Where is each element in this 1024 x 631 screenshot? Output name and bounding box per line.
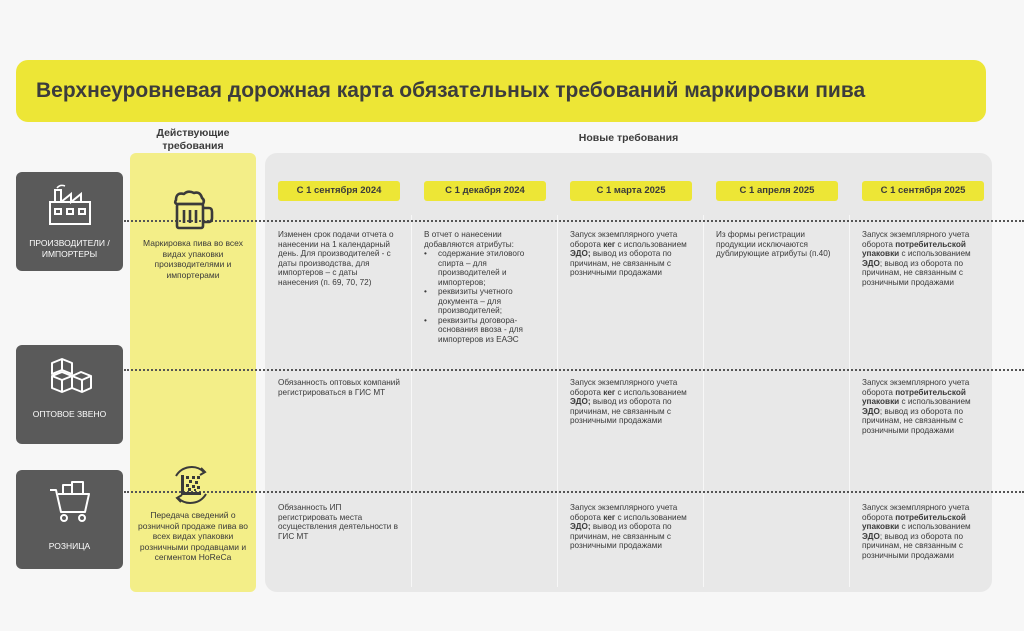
keg-text-1: Запуск экземплярного учета оборота [570,378,678,397]
column-divider [411,215,412,587]
keg-text-3: вывод из оборота по причинам, не связанным с розничными продажами [570,522,672,550]
keg-text-2: с использованием [615,512,687,522]
keg-text-3: вывод из оборота по причинам, не связанным с розничными продажами [570,397,672,425]
keg-bold-1: кег [603,387,616,397]
consumer-text-2: с использованием [899,397,971,406]
keg-text-1: Запуск экземплярного учета оборота [570,230,678,249]
cell-wholesale-sep2025 [862,378,984,435]
factory-icon [47,182,93,228]
consumer-text-2: с использованием [899,522,971,531]
current-producers-text: Маркировка пива во всех видах упаковки производителями и импортерами [143,238,243,280]
attribute-list [424,249,548,344]
column-divider [849,215,850,587]
category-retail [16,470,123,569]
cell-producers-apr2025: Из формы регистрации продукции исключаются дублирующие атрибуты (п.40) [716,230,831,258]
cell-wholesale-sep2024: Обязанность оптовых компаний регистрироваться в ГИС МТ [278,378,400,397]
date-sep-2025: С 1 сентября 2025 [862,181,984,201]
consumer-text-3: ; вывод из оборота по причинам, не связанным с розничными продажами [862,531,964,560]
consumer-text-2: с использованием [899,249,971,258]
keg-bold-2: ЭДО; [570,397,591,406]
category-wholesale [16,345,123,444]
cell-producers-dec2024 [424,230,548,344]
row-line-wholesale [124,369,1024,371]
keg-text-1: Запуск экземплярного учета оборота [570,503,678,522]
column-divider [557,215,558,587]
consumer-text-1: Запуск экземплярного учета оборота [862,230,970,249]
title-banner [16,60,986,122]
consumer-bold-1: потребительской упаковки [862,512,966,531]
consumer-bold-2: ЭДО [862,258,880,268]
consumer-text-1: Запуск экземплярного учета оборота [862,503,970,522]
consumer-bold-2: ЭДО [862,531,880,541]
consumer-bold-1: потребительской упаковки [862,239,966,258]
beer-mug-icon [170,190,216,230]
cell-producers-mar2025 [570,230,692,278]
boxes-icon [47,355,93,401]
consumer-text-1: Запуск экземплярного учета оборота [862,378,970,397]
row-line-producers [124,220,1024,222]
shopping-cart-icon [47,480,93,526]
category-producers [16,172,123,271]
keg-text-3: вывод из оборота по причинам, не связанным с розничными продажами [570,249,672,277]
keg-bold-2: ЭДО; [570,249,591,258]
category-producers-label: ПРОИЗВОДИТЕЛИ / ИМПОРТЕРЫ [29,238,110,259]
cell-retail-sep2024: Обязанность ИП регистрировать места осуществления деятельности в ГИС МТ [278,503,398,541]
consumer-bold-2: ЭДО [862,406,880,416]
date-mar-2025: С 1 марта 2025 [570,181,692,201]
cell-producers-sep2024: Изменен срок подачи отчета о нанесении на 1 календарный день. Для производителей - с даты производства, для импортеров – с даты нанесения (п. 69, 70, 72) [278,230,394,287]
cell-retail-sep2025 [862,503,984,560]
date-apr-2025: С 1 апреля 2025 [716,181,838,201]
list-item: • содержание этилового спирта – для производителей и импортеров; [424,249,548,287]
list-item: • реквизиты договора-основания ввоза - для импортеров из ЕАЭС [424,316,548,345]
keg-bold-1: кег [603,512,616,522]
category-wholesale-label: ОПТОВОЕ ЗВЕНО [32,409,107,419]
cell-producers-sep2025 [862,230,984,287]
page-title: Верхнеуровневая дорожная карта обязательных требований маркировки пива [36,79,866,102]
keg-text-2: с использованием [615,239,687,249]
date-sep-2024: С 1 сентября 2024 [278,181,400,201]
cell-wholesale-mar2025 [570,378,692,426]
column-divider [703,215,704,587]
keg-bold-1: кег [603,239,616,249]
date-dec-2024: С 1 декабря 2024 [424,181,546,201]
consumer-bold-1: потребительской упаковки [862,387,966,406]
cell-retail-mar2025 [570,503,692,551]
list-item: • реквизиты учетного документа – для производителей; [424,287,548,316]
current-retail-text: Передача сведений о розничной продаже пива во всех видах упаковки розничными продавцами и сегментом HoReCa [138,510,248,562]
cell-producers-dec2024-intro: В отчет о нанесении добавляются атрибуты: [424,230,514,249]
keg-text-2: с использованием [615,387,687,397]
row-line-retail [124,491,1024,493]
category-retail-label: РОЗНИЦА [48,541,91,551]
consumer-text-3: ; вывод из оборота по причинам, не связанным с розничными продажами [862,258,964,287]
new-requirements-header: Новые требования [578,132,679,144]
consumer-text-3: ; вывод из оборота по причинам, не связанным с розничными продажами [862,406,964,435]
datamatrix-scan-icon [168,462,214,508]
current-requirements-header: Действующие требования [156,127,230,152]
keg-bold-2: ЭДО; [570,522,591,531]
